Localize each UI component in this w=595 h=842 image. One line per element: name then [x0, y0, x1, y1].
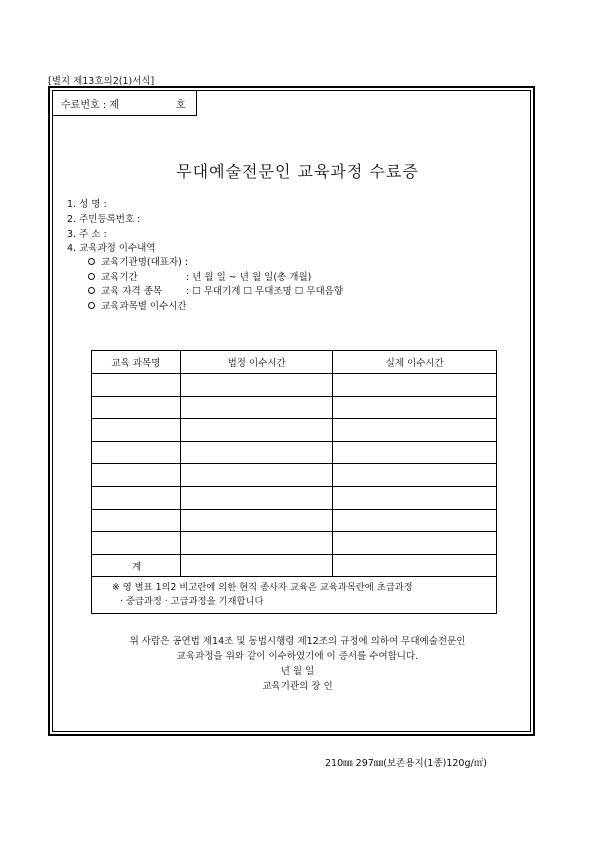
table-total-row [92, 554, 497, 577]
table-row [92, 374, 497, 397]
table-note [92, 577, 497, 614]
header-subject-name: 교육 과목명 [92, 351, 181, 374]
table-row [92, 464, 497, 487]
certificate-number-suffix: 호 [176, 100, 186, 111]
subjects-table [91, 350, 497, 614]
field-course-history: 4. 교육과정 이수내역 [67, 243, 156, 254]
statement-line-1: 위 사람은 공연법 제14조 및 동법시행령 제12조의 규정에 의하여 무대예술전문인 [129, 636, 466, 647]
header-actual-hours: 실제 이수시간 [333, 351, 497, 374]
paper-spec: 210㎜ 297㎜(보존용지(1종)120g/㎡) [325, 758, 487, 769]
document-title: 무대예술전문인 교육과정 수료증 [176, 162, 419, 181]
subject-hours-label: 교육과목별 이수시간 [101, 301, 187, 312]
table-header-row [92, 351, 497, 374]
table-row [92, 396, 497, 419]
statement-line-2: 교육과정을 위와 같이 이수하였기에 이 증서를 수여합니다. [176, 651, 419, 662]
table-row [92, 419, 497, 442]
field-period-value: : 년 월 일 ~ 년 월 일(총 개월) [186, 272, 312, 283]
table-row [92, 486, 497, 509]
institution-label: 교육기관명(대표자) : [101, 257, 189, 268]
note-line-1: ※ 영 별표 1의2 비고란에 의한 현직 종사자 교육은 교육과목란에 초급과정 [112, 582, 413, 594]
period-label: 교육기간 [101, 272, 138, 283]
bullet-circle-icon [88, 287, 95, 294]
bullet-circle-icon [88, 258, 95, 265]
statement-date: 년 월 일 [280, 666, 315, 677]
total-label: 계 [92, 554, 181, 577]
field-period [88, 269, 138, 283]
field-institution [88, 254, 188, 268]
certificate-number-label: 수료번호 : 제 [61, 100, 120, 111]
table-note-row [92, 577, 497, 614]
field-address: 3. 주 소 : [67, 229, 107, 240]
table-row [92, 441, 497, 464]
field-resident-number: 2. 주민등록번호 : [67, 214, 141, 225]
header-legal-hours: 법정 이수시간 [180, 351, 333, 374]
bullet-circle-icon [88, 302, 95, 309]
field-category-value: : ☐ 무대기계 ☐ 무대조명 ☐ 무대음향 [186, 286, 343, 297]
field-subject-hours [88, 298, 187, 312]
field-category [88, 283, 162, 297]
field-name: 1. 성 명 : [67, 199, 107, 210]
note-line-2: · 중급과정 · 고급과정을 기재합니다 [120, 596, 264, 608]
table-row [92, 532, 497, 555]
form-number: [별지 제13호의2(1)서식] [48, 76, 155, 87]
category-label: 교육 자격 종목 [101, 286, 163, 297]
bullet-circle-icon [88, 273, 95, 280]
statement-issuer: 교육기관의 장 인 [262, 681, 333, 692]
table-row [92, 509, 497, 532]
